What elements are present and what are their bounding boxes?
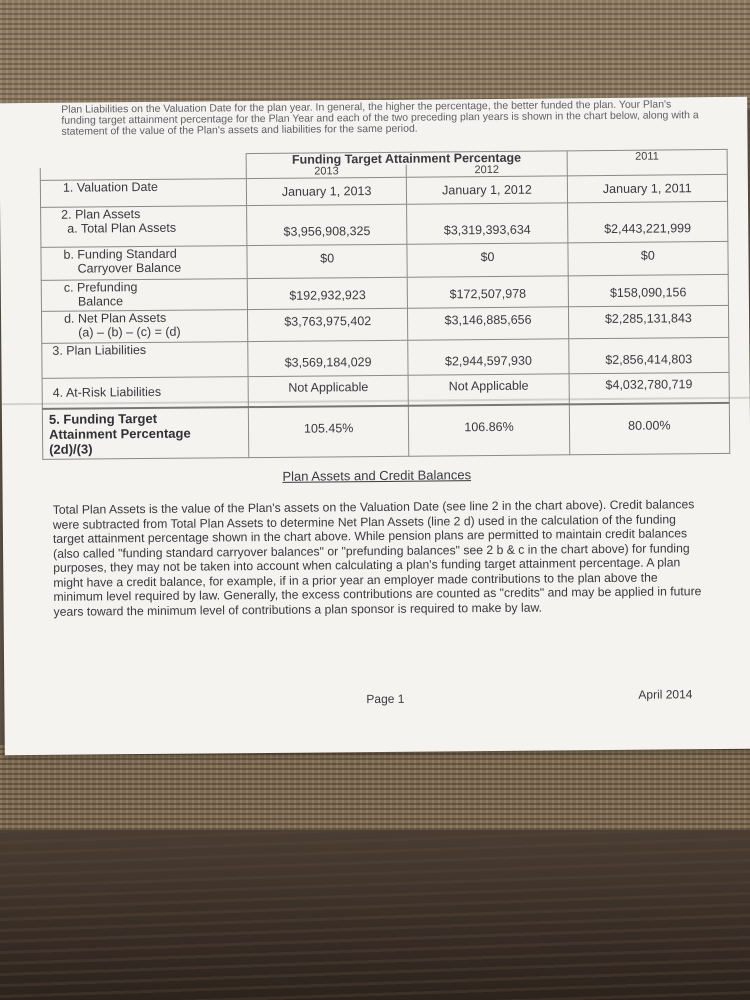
cell-value: $4,032,780,719: [569, 372, 730, 404]
row-label: d. Net Plan Assets: [63, 310, 167, 326]
section-title: Plan Assets and Credit Balances: [282, 467, 472, 484]
cell-value: 80.00%: [569, 403, 730, 455]
row-label: c. Prefunding: [63, 280, 138, 295]
row-label: 2. Plan Assets: [61, 206, 141, 222]
cell-value: $2,856,414,803: [568, 337, 729, 373]
cell-value: $3,956,908,325: [247, 204, 408, 246]
cell-value: January 1, 2011: [567, 175, 728, 203]
cell-value: Not Applicable: [408, 373, 569, 405]
page-date: April 2014: [638, 687, 693, 702]
row-label: Balance: [77, 294, 124, 309]
cell-value: $192,932,923: [247, 277, 408, 309]
row-label: Carryover Balance: [77, 261, 182, 277]
row-label: 4. At-Risk Liabilities: [42, 376, 248, 408]
paper-document: [0, 97, 750, 756]
cell-value: $2,443,221,999: [567, 201, 728, 243]
row-label: (a) – (b) – (c) = (d): [78, 324, 181, 340]
burlap-background-top: [0, 0, 750, 110]
cell-value: Not Applicable: [248, 375, 409, 407]
row-label: 5. Funding Target: [48, 410, 158, 427]
row-label: a. Total Plan Assets: [67, 220, 177, 236]
cell-value: $3,319,393,634: [407, 203, 568, 245]
cell-value: $0: [247, 245, 408, 279]
body-paragraph: Total Plan Assets is the value of the Plan's assets on the Valuation Date (see line 2 in the chart above). Credit balances were subtracted from Total Plan Assets to determine Net Plan Assets (line 2 d) used in the calculation of the funding target attainment percentage shown in the chart above. While pension plans are permitted to maintain credit balances (also called "funding standard carryover balances" or "prefunding balances" see 2 b & c in the chart above) for funding purposes, they may not be taken into account when calculating a plan's funding target attainment percentage. A plan might have a credit balance, for example, if in a prior year an employer made contributions to the plan above the minimum level required by law. Generally, the excess contributions are counted as "credits" and may be applied in future years toward the minimum level of contributions a plan sponsor is required to make by law.: [52, 497, 702, 619]
year-header-2011: 2011: [567, 149, 727, 163]
row-label: 3. Plan Liabilities: [42, 342, 248, 378]
cell-value: $3,763,975,402: [247, 308, 408, 342]
cell-value: $158,090,156: [568, 274, 729, 306]
year-header-2013: 2013: [246, 165, 406, 179]
cell-value: $0: [407, 243, 568, 277]
cell-value: $2,944,597,930: [408, 339, 569, 375]
table-title: Funding Target Attainment Percentage: [246, 151, 567, 167]
cell-value: January 1, 2013: [246, 178, 407, 206]
wood-surface: [0, 830, 750, 1000]
cell-value: $172,507,978: [408, 276, 569, 308]
page-number: Page 1: [366, 691, 405, 707]
funding-target-table: [40, 149, 731, 460]
row-label: b. Funding Standard: [63, 247, 177, 263]
cell-value: $3,146,885,656: [408, 306, 569, 340]
cell-value: January 1, 2012: [407, 176, 568, 204]
row-label: (2d)/(3): [49, 441, 93, 457]
cell-value: 106.86%: [409, 404, 570, 456]
row-label: Attainment Percentage: [48, 425, 191, 442]
cell-value: $3,569,184,029: [248, 340, 409, 376]
cell-value: 105.45%: [248, 405, 409, 457]
intro-paragraph: Plan Liabilities on the Valuation Date for the plan year. In general, the higher the percentage, the better funded the plan. Your Plan's funding target attainment percentage for the Plan Year and each of the two preceding plan years is shown in the chart below, along with a statement of the value of the Plan's assets and liabilities for the same period.: [61, 98, 699, 138]
cell-value: $0: [568, 242, 729, 276]
cell-value: $2,285,131,843: [568, 305, 729, 339]
table-row-ftap: [42, 403, 729, 460]
row-label: 1. Valuation Date: [40, 179, 246, 207]
year-header-2012: 2012: [407, 164, 567, 178]
table-row: [41, 201, 728, 248]
